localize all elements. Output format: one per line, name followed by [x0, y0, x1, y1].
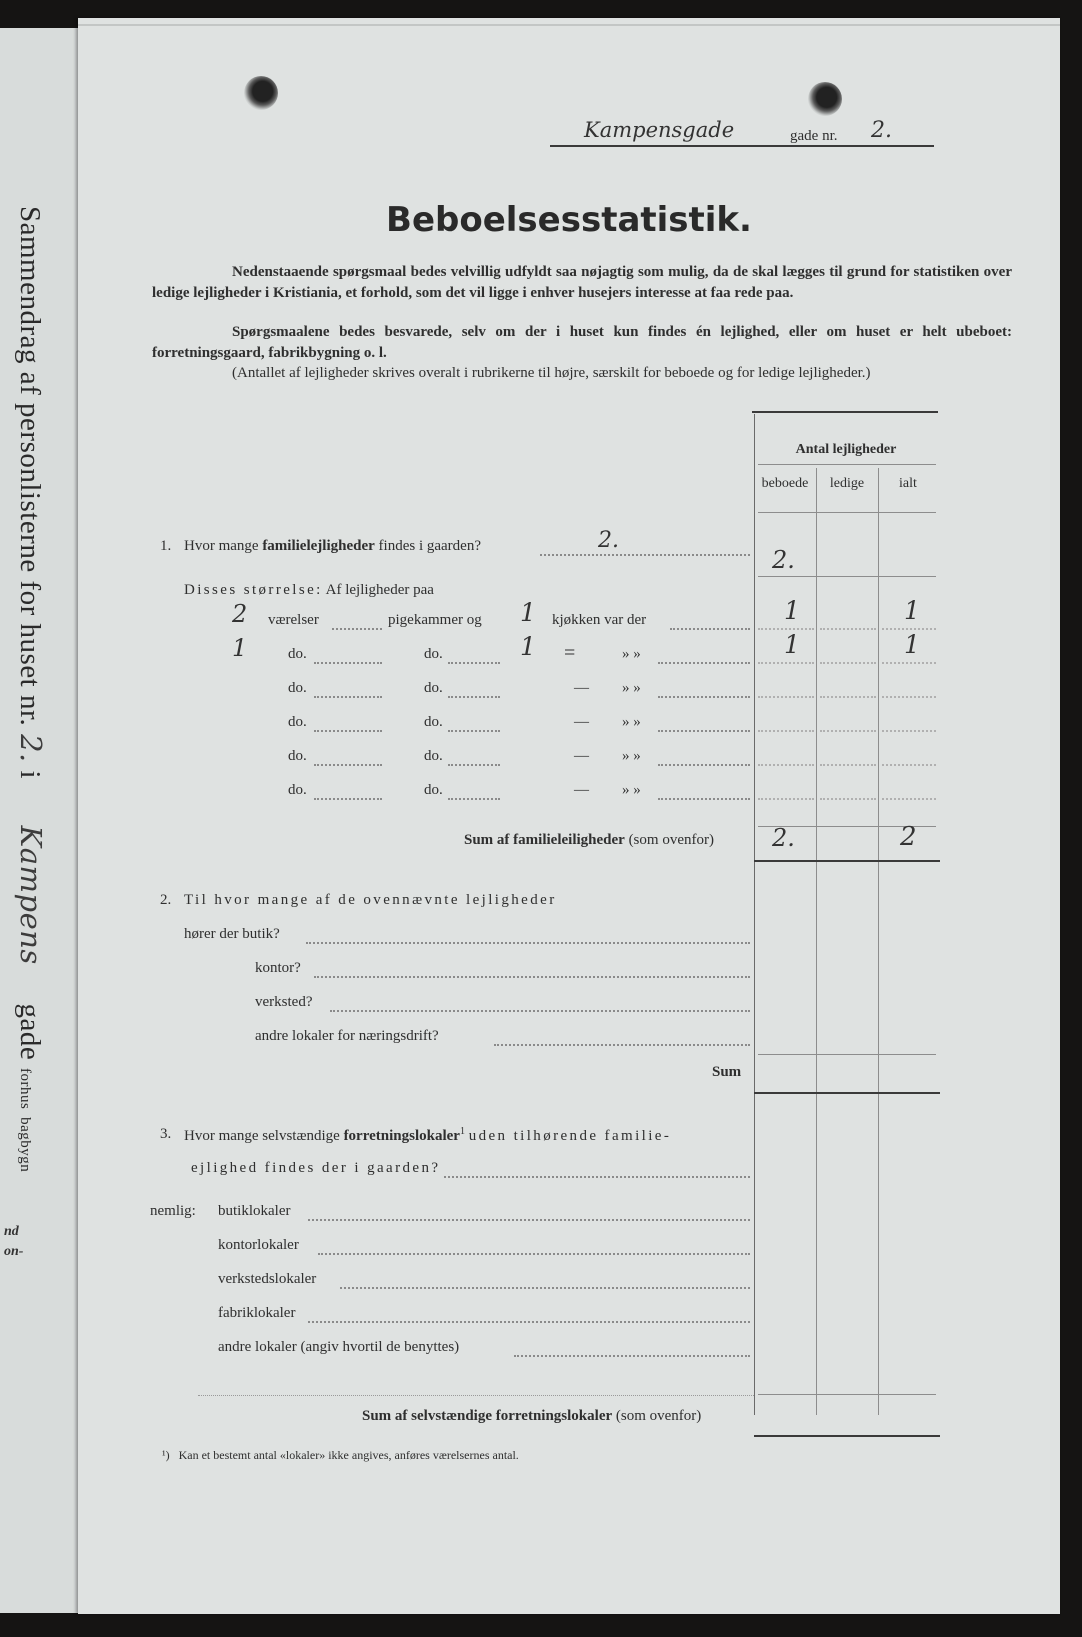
row-dots [670, 628, 750, 630]
table-cell-dots [882, 696, 936, 698]
maid-room-dots [448, 730, 500, 732]
q3-item-dots [308, 1321, 750, 1323]
spine-bagbygning: bagbygn [17, 1117, 33, 1173]
q1-number: 1. [160, 538, 172, 554]
beboede-handwritten: 1 [784, 596, 800, 625]
row-dots [658, 764, 750, 766]
q3-line-2: ejlighed findes der i gaarden? [191, 1160, 441, 1176]
rooms-label: do. [288, 714, 307, 730]
table-cell-dots [820, 662, 876, 664]
spine-title [12, 206, 48, 1206]
rooms-label: do. [288, 782, 307, 798]
rooms-label: værelser [268, 612, 319, 628]
table-cell-dots [882, 798, 936, 800]
q2-dots-2 [314, 976, 750, 978]
col-header-ledige: ledige [829, 476, 865, 491]
header-divider [758, 464, 936, 465]
rooms-label: do. [288, 748, 307, 764]
header-bottom-rule [758, 512, 936, 513]
ditto-marks: » » [622, 748, 641, 764]
q2-sum: Sum [712, 1064, 742, 1080]
maid-room-label: do. [424, 714, 443, 730]
col-divider-1 [816, 468, 817, 1415]
q2-line-2: hører der butik? [184, 926, 280, 942]
q3-item-dots [318, 1253, 750, 1255]
q2-dots-4 [494, 1044, 750, 1046]
intro-paragraph-1: Nedenstaaende spørgsmaal bedes velvillig udfyldt saa nøjagtig som mulig, da de skal lægges til grund for statistiken over ledige lejligheder i Kristiania, et forhold, som det vil ligge i enhver husejers interesse at faa rede paa. [152, 264, 1012, 301]
q3-item: verkstedslokaler [218, 1271, 317, 1287]
intro-paragraph-3: (Antallet af lejligheder skrives overalt i rubrikerne til højre, særskilt for beboede og for ledige lejligheder.) [232, 365, 871, 381]
ialt-handwritten: 1 [904, 630, 920, 659]
q3-text-a: Hvor mange selvstændige [184, 1128, 340, 1144]
table-cell-dots [758, 662, 814, 664]
edge-fragment-1: nd [4, 1224, 19, 1239]
q2-dots-1 [306, 942, 750, 944]
kitchen-label: — [574, 680, 589, 696]
row-dots [658, 798, 750, 800]
q1-text-c: findes i gaarden? [378, 538, 481, 554]
ialt-handwritten: 1 [904, 596, 920, 625]
q2-verksted: verksted? [255, 994, 313, 1010]
kitchen-label: — [574, 714, 589, 730]
table-cell-dots [882, 764, 936, 766]
rooms-handwritten: 1 [232, 634, 248, 662]
rooms-label: do. [288, 680, 307, 696]
kitchen-label: — [574, 782, 589, 798]
table-cell-dots [820, 764, 876, 766]
rooms-dots [314, 662, 382, 664]
q1-size-label-b: Af lejligheder paa [325, 582, 434, 598]
kitchen-label: = [564, 642, 576, 664]
q3-item: kontorlokaler [218, 1237, 299, 1253]
footnote-text: Kan et bestemt antal «lokaler» ikke angives, anføres værelsernes antal. [178, 1448, 519, 1462]
table-cell-dots [758, 730, 814, 732]
col-divider-2 [878, 468, 879, 1415]
table-cell-dots [758, 798, 814, 800]
form-page: Kampensgade gade nr. 2. Beboelsesstatistik. Nedenstaaende spørgsmaal bedes velvillig udfyldt saa nøjagtig som mulig, da de skal lægges til grund for statistiken over ledige lejligheder i Kristiania, et forhold, som det vil ligge i enhver husejers interesse at faa rede paa. Spørgsmaalene bedes besvarede, selv om der i huset kun findes én lejlighed, eller om huset er helt ubeboet: forretningsgaard, fabrikbygning o. l. (Antallet af lejligheder skrives overalt i rubrikerne til højre, særskilt for beboede og for ledige lejligheder.) Antal lejligheder beboede ledige ialt 1. Hvor mange familielejligheder findes i gaarden? 2. 2. Disses størrelse: Af lejligheder paa 2 værelser pigekammer og 1 kjøkken var der 1 1 1 do. do. 1 = » » 1 1 do. do. — » » do. do. — » » do. do. — » » do. do. — » » Sum af familieleiligheder (som ovenfor) 2. 2 2. Til hvor mange af de ovennævnte lejligheder hører der butik? kontor? verksted? andre lokaler for næringsdrift? Sum 3. Hvor mange selvstændige forretningslokaler$^1$ uden tilhørende familie- ejlighed findes der i gaarden? nemlig: butiklokaler kontorlokaler verkstedslokaler fabriklokaler andre lokaler (angiv hvortil de benyttes) Sum af selvstændige forretningslokaler (som ovenfor) ¹) Kan et bestemt antal «lokaler» ikke angives, anføres værelsernes antal. [78, 18, 1060, 1614]
q3-item: butiklokaler [218, 1203, 291, 1219]
rooms-dots [314, 696, 382, 698]
table-cell-dots [882, 662, 936, 664]
q2-dots-3 [330, 1010, 750, 1012]
maid-room-dots [448, 798, 500, 800]
top-edge [78, 24, 1060, 26]
table-cell-dots [820, 628, 876, 630]
kitchen-handwritten: 1 [520, 598, 536, 627]
q3-item-dots [308, 1219, 750, 1221]
footnote-mark: ¹) [162, 1448, 170, 1462]
q3-number: 3. [160, 1126, 172, 1142]
q3-dots-line2 [444, 1176, 750, 1178]
q1-answer-handwritten: 2. [598, 528, 619, 553]
punch-hole-left [244, 76, 278, 110]
maid-room-dots [448, 764, 500, 766]
q1-sum-beboede-handwritten: 2. [772, 824, 795, 852]
spine-area [0, 206, 48, 1208]
street-name-handwritten: Kampensgade [584, 118, 735, 142]
q3-sum-bold: Sum af selvstændige forretningslokaler [362, 1408, 613, 1424]
q1-size-label: Disses størrelse: [184, 582, 323, 598]
q3-text-bold: forretningslokaler [343, 1128, 460, 1144]
kitchen-handwritten: 1 [520, 632, 536, 661]
col-header-beboede: beboede [761, 476, 809, 491]
table-cell-dots [820, 730, 876, 732]
table-left-rule [754, 414, 755, 1415]
q3-sum-rule [754, 1435, 940, 1437]
q1-sum-ialt-handwritten: 2 [900, 822, 917, 852]
table-group-header: Antal lejligheder [795, 442, 897, 457]
maid-room-label: do. [424, 782, 443, 798]
q3-items-rule [198, 1394, 754, 1396]
beboede-handwritten: 1 [784, 630, 800, 659]
rooms-dots [314, 764, 382, 766]
edge-fragment-2: on- [4, 1244, 24, 1259]
maid-room-dots [448, 662, 500, 664]
gade-nr-handwritten: 2. [871, 118, 892, 143]
q2-andre: andre lokaler for næringsdrift? [255, 1028, 439, 1044]
rooms-label: do. [288, 646, 307, 662]
gade-nr-label: gade nr. [790, 128, 838, 144]
maid-room-label: pigekammer og [388, 612, 482, 628]
table-cell-dots [758, 696, 814, 698]
spine-house-nr: 2. [14, 734, 48, 763]
rooms-dots [314, 730, 382, 732]
intro-paragraph-2: Spørgsmaalene bedes besvarede, selv om der i huset kun findes én lejlighed, eller om huset er helt ubeboet: forretningsgaard, fabrikbygning o. l. [152, 324, 1012, 361]
rooms-dots [332, 628, 382, 630]
row-dots [658, 662, 750, 664]
maid-room-dots [448, 696, 500, 698]
page-title: Beboelsesstatistik. [386, 200, 752, 240]
table-cell-dots [820, 696, 876, 698]
spine-i: i [14, 770, 46, 780]
q3-item-dots [514, 1355, 750, 1357]
q1-sum-label-rest: (som ovenfor) [628, 832, 714, 848]
address-underline [550, 145, 934, 147]
q1-text-bold: familielejligheder [262, 538, 375, 554]
q3-item-dots [340, 1287, 750, 1289]
q3-item: andre lokaler (angiv hvortil de benyttes) [218, 1339, 460, 1355]
rooms-dots [314, 798, 382, 800]
q1-beboede-handwritten: 2. [772, 546, 795, 574]
q3-item: fabriklokaler [218, 1305, 296, 1321]
ditto-marks: » » [622, 714, 641, 730]
q1-sum-rule [754, 860, 940, 862]
table-cell-dots [882, 730, 936, 732]
q3-text-c: uden tilhørende familie- [468, 1128, 672, 1144]
q3-sum-rest: (som ovenfor) [615, 1408, 702, 1424]
q2-kontor: kontor? [255, 960, 301, 976]
table-top-rule [752, 411, 938, 413]
spine-forhus: forhus [17, 1068, 33, 1110]
q3-row-rule [758, 1394, 936, 1395]
q2-number: 2. [160, 892, 172, 908]
q1-sum-label-bold: Sum af familieleiligheder [464, 832, 625, 848]
ditto-marks: » » [622, 646, 641, 662]
maid-room-label: do. [424, 748, 443, 764]
spine-street: Kampens [14, 825, 48, 965]
maid-room-label: do. [424, 646, 443, 662]
table-cell-dots [820, 798, 876, 800]
spine-gade: gade [14, 1003, 46, 1061]
punch-hole-right [808, 82, 842, 116]
rooms-handwritten: 2 [232, 600, 248, 628]
q1-dots [540, 554, 750, 556]
kitchen-label: kjøkken var der [552, 612, 647, 628]
row-dots [658, 696, 750, 698]
ditto-marks: » » [622, 782, 641, 798]
q2-row-rule [758, 1054, 936, 1055]
back-page-strip [0, 28, 80, 1613]
q1-row-rule [758, 576, 936, 577]
row-dots [658, 730, 750, 732]
ditto-marks: » » [622, 680, 641, 696]
table-cell-dots [758, 764, 814, 766]
maid-room-label: do. [424, 680, 443, 696]
q2-line-1: Til hvor mange af de ovennævnte lejligheder [184, 892, 557, 908]
q3-nemlig: nemlig: [150, 1203, 196, 1219]
col-header-ialt: ialt [899, 476, 917, 491]
spine-text: Sammendrag af personlisterne for huset nr. [14, 206, 46, 727]
q2-sum-rule [754, 1092, 940, 1094]
kitchen-label: — [574, 748, 589, 764]
q1-text-a: Hvor mange [184, 538, 259, 554]
